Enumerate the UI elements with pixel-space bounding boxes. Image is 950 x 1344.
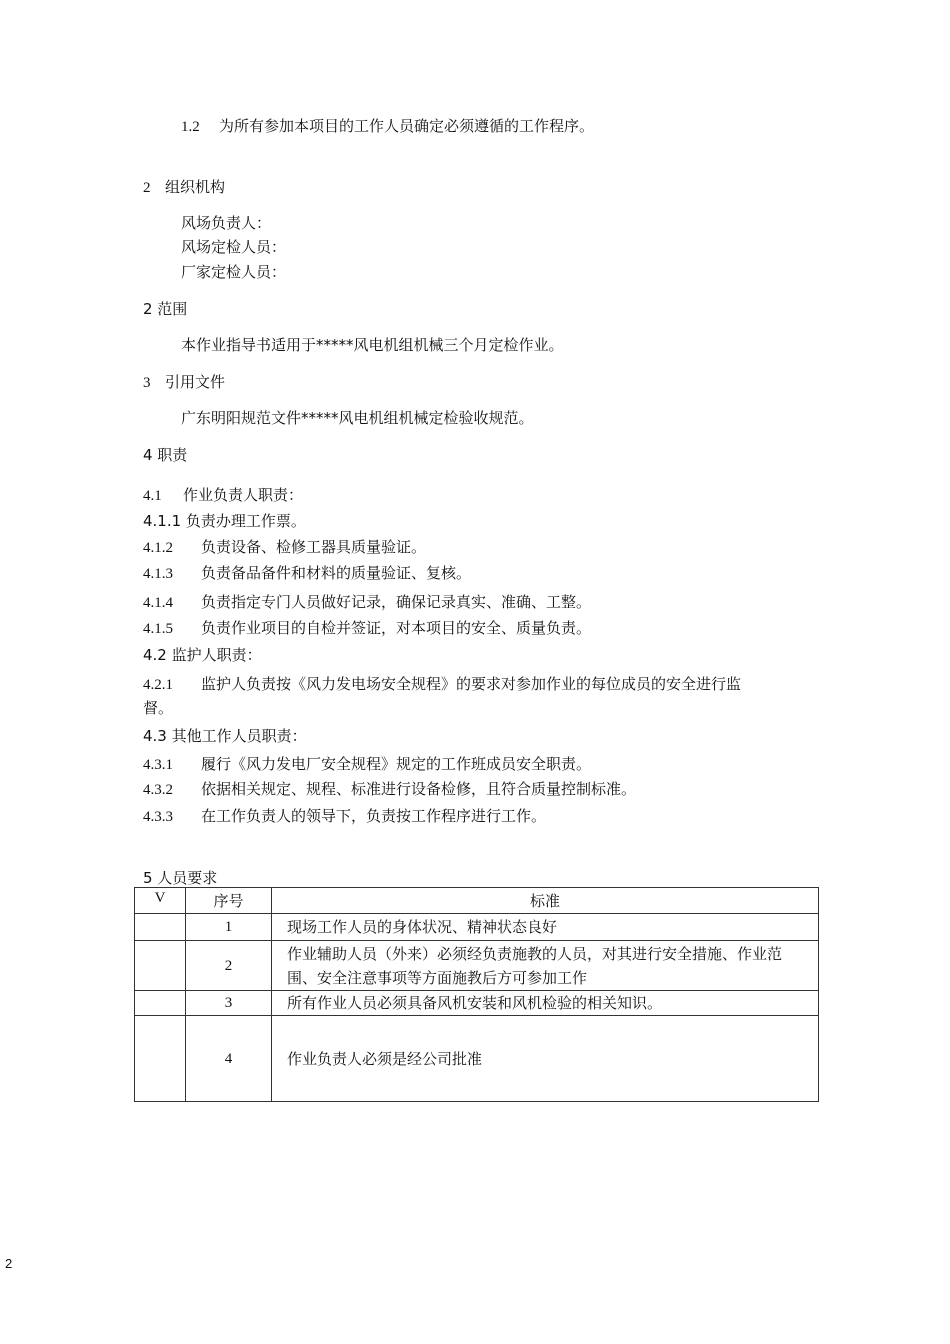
cell-v	[135, 1016, 186, 1102]
item-text: 作业负责人职责：	[183, 486, 304, 504]
table-row	[135, 991, 819, 1016]
item-text: 履行《风力发电厂安全规程》规定的工作班成员安全职责。	[201, 755, 592, 773]
cell-seq: 4	[186, 1016, 272, 1102]
item-4-3-2	[143, 779, 636, 800]
item-4-1-4	[143, 592, 591, 613]
heading-text: 引用文件	[165, 373, 226, 391]
heading-number: 3	[143, 375, 151, 391]
cell-std: 所有作业人员必须具备风机安装和风机检验的相关知识。	[272, 991, 819, 1016]
item-4-2-1	[143, 674, 741, 695]
heading-organization	[143, 177, 225, 198]
section-text: 为所有参加本项目的工作人员确定必须遵循的工作程序。	[219, 117, 595, 135]
section-1-2	[181, 116, 594, 137]
heading-text: 组织机构	[165, 178, 226, 196]
item-4-1-1: 4.1.1 负责办理工作票。	[143, 512, 306, 530]
heading-references	[143, 372, 225, 393]
item-4-1-3	[143, 563, 471, 584]
item-text: 负责设备、检修工器具质量验证。	[201, 538, 427, 556]
scope-text: 本作业指导书适用于*****风电机组机械三个月定检作业。	[181, 336, 564, 354]
item-number: 4.1.3	[143, 566, 173, 582]
item-number: 4.2.1	[143, 677, 173, 693]
item-text: 负责作业项目的自检并签证，对本项目的安全、质量负责。	[201, 619, 592, 637]
page-number: 2	[5, 1256, 13, 1271]
heading-scope: 2 范围	[143, 300, 188, 318]
item-number: 4.1.4	[143, 595, 173, 611]
heading-responsibilities: 4 职责	[143, 446, 188, 464]
org-item-vendor-inspectors: 厂家定检人员：	[181, 263, 287, 281]
item-text: 监护人负责按《风力发电场安全规程》的要求对参加作业的每位成员的安全进行监	[201, 675, 742, 693]
item-4-3: 4.3 其他工作人员职责：	[143, 727, 307, 745]
cell-seq: 1	[186, 914, 272, 941]
item-4-1	[143, 485, 303, 506]
item-4-1-2	[143, 537, 426, 558]
item-number: 4.3.2	[143, 782, 173, 798]
item-4-1-5	[143, 618, 591, 639]
table-row	[135, 914, 819, 941]
table-row	[135, 941, 819, 991]
personnel-requirements-table	[134, 887, 819, 1102]
cell-seq: 2	[186, 941, 272, 991]
item-text: 在工作负责人的领导下，负责按工作程序进行工作。	[201, 807, 547, 825]
item-4-2: 4.2 监护人职责：	[143, 646, 262, 664]
item-number: 4.1.5	[143, 621, 173, 637]
heading-number: 2	[143, 180, 151, 196]
cell-v	[135, 941, 186, 991]
item-4-2-1-continuation: 督。	[143, 699, 174, 717]
item-number: 4.1	[143, 488, 162, 504]
org-item-site-leader: 风场负责人：	[181, 214, 272, 232]
item-number: 4.3.1	[143, 757, 173, 773]
cell-std: 现场工作人员的身体状况、精神状态良好	[272, 914, 819, 941]
header-std: 标准	[272, 888, 819, 914]
item-number: 4.1.2	[143, 540, 173, 556]
cell-std: 作业负责人必须是经公司批准	[272, 1016, 819, 1102]
table-header-row	[135, 888, 819, 914]
item-text: 负责备品备件和材料的质量验证、复核。	[201, 564, 472, 582]
table-row	[135, 1016, 819, 1102]
cell-v	[135, 914, 186, 941]
section-number: 1.2	[181, 119, 200, 135]
header-v: V	[135, 888, 186, 914]
cell-std: 作业辅助人员（外来）必须经负责施教的人员，对其进行安全措施、作业范围、安全注意事项等方面施教后方可参加工作	[272, 941, 819, 991]
header-seq: 序号	[186, 888, 272, 914]
item-text: 依据相关规定、规程、标准进行设备检修，且符合质量控制标准。	[201, 780, 637, 798]
org-item-site-inspectors: 风场定检人员：	[181, 238, 287, 256]
cell-v	[135, 991, 186, 1016]
item-number: 4.3.3	[143, 809, 173, 825]
references-text: 广东明阳规范文件*****风电机组机械定检验收规范。	[181, 409, 534, 427]
cell-seq: 3	[186, 991, 272, 1016]
item-4-3-3	[143, 806, 546, 827]
heading-personnel-requirements: 5 人员要求	[143, 869, 218, 887]
item-4-3-1	[143, 754, 591, 775]
item-text: 负责指定专门人员做好记录，确保记录真实、准确、工整。	[201, 593, 592, 611]
